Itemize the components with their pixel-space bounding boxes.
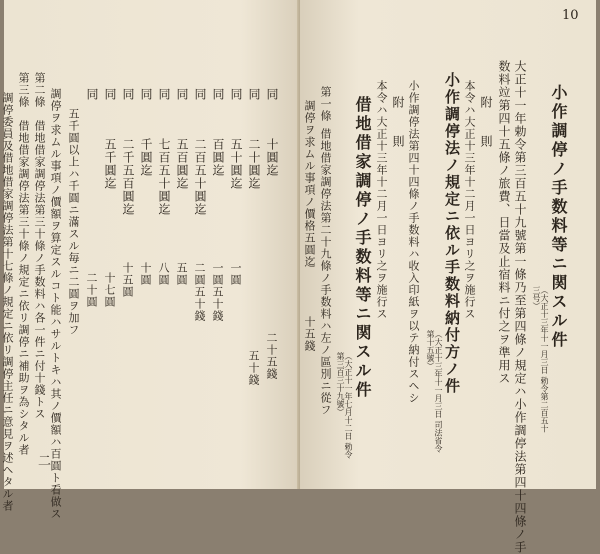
fee-row-label: 同 (157, 88, 171, 101)
claim-fee: 十五錢 (303, 316, 316, 352)
fee-row-label: 同 (211, 88, 225, 101)
section-title: 小作調停法ノ規定ニ依ル手数料納付方ノ件 (443, 72, 461, 395)
text-line: 小作調停法第四十四條ノ手数料ハ收入印紙ヲ以テ納付スヘシ (407, 80, 420, 404)
fee-row-label: 同 (85, 88, 99, 101)
fee-row-label: 同 (121, 88, 135, 101)
fee-row-fee: 一圓 (229, 262, 242, 286)
page-number: 10 (562, 8, 579, 23)
page-number: 二 (38, 454, 52, 469)
fee-row-amount: 二千五百圓迄 (121, 138, 135, 216)
fee-row-label: 同 (229, 88, 243, 101)
section-reference: （大正十三年十一月三日 勅令第二百五十三号） (532, 286, 549, 433)
right-page (300, 0, 596, 554)
article-3: 第三條 借地借家調停法第三十條ノ規定ニ依リ調停ニ補助ヲ為シタル者 (17, 72, 30, 456)
excess-fee-line: 五千圓以上ハ千圓ニ滿スル毎ニ二圓ヲ加フ (67, 108, 80, 336)
fee-row-fee: 二十圓 (85, 272, 98, 308)
section-title: 借地借家調停ノ手数料等ニ関スル件 (353, 96, 372, 400)
fusoku-label: 附 則 (479, 96, 493, 148)
text-line: 本令ハ大正十三年十二月一日ヨリ之ヲ施行ス (463, 80, 476, 320)
fee-row-amount: 五千圓迄 (103, 138, 117, 190)
fee-row-fee: 十圓 (139, 262, 152, 286)
fee-row-fee: 二十五錢 (265, 332, 278, 380)
fee-row-fee: 二圓五十錢 (193, 262, 206, 322)
fee-row-amount: 七百五十圓迄 (157, 138, 171, 216)
fee-row-amount: 百圓迄 (211, 138, 225, 177)
section-title: 小作調停ノ手数料等ニ関スル件 (549, 84, 568, 350)
text-line: 調停委員及借地借家調停法第十七條ノ規定ニ依リ調停主任ニ意見ヲ述ヘタル者 (1, 80, 14, 512)
open-book (1, 0, 596, 554)
fee-row-amount: 五十圓迄 (229, 138, 243, 190)
fee-row-fee: 一圓五十錢 (211, 262, 224, 322)
fee-row-label: 同 (247, 88, 261, 101)
left-page (1, 0, 300, 520)
text-line: 本令ハ大正十三年十二月一日ヨリ之ヲ施行ス (375, 80, 388, 320)
fee-row-amount: 二十圓迄 (247, 138, 261, 190)
fee-row-label: 同 (193, 88, 207, 101)
fee-row-label: 同 (265, 88, 279, 101)
fusoku-label: 附 則 (391, 96, 405, 148)
article-1: 借地借家調停法第二十九條ノ手数料ハ左ノ區別ニ從フ (319, 128, 332, 416)
fee-row-fee: 十七圓 (103, 272, 116, 308)
fee-row-amount: 五百圓迄 (175, 138, 189, 190)
fee-row-label: 同 (139, 88, 153, 101)
text-line: 調停ヲ求ムル事項ノ價額ヲ算定スルコト能ハサルトキハ其ノ價額ハ百圓ト看做ス (49, 88, 62, 520)
text-line: 数料竝第四十五條ノ旅費、日當及止宿料ニ付之ヲ準用ス (497, 60, 511, 385)
fee-row-label: 同 (175, 88, 189, 101)
fee-row-fee: 五十錢 (247, 350, 260, 386)
fee-row-fee: 五圓 (175, 262, 188, 286)
fee-row-label: 同 (103, 88, 117, 101)
article-label: 第一條 (319, 86, 332, 122)
section-reference: （大正十一年七月十二日 勅令第三百三十九號） (336, 352, 353, 459)
fee-row-fee: 十五圓 (121, 262, 134, 298)
claim-label: 調停ヲ求ムル事項ノ價格五圓迄 (303, 100, 316, 268)
article-2: 第二條 借地借家調停法第三十條ノ手数料ハ各一件ニ付十錢トス (33, 72, 46, 420)
fee-row-amount: 千圓迄 (139, 138, 153, 177)
text-line: 大正十一年勅令第三百五十九號第一條乃至第四條ノ規定ハ小作調停法第四十四條ノ手 (513, 60, 527, 554)
fee-row-amount: 二百五十圓迄 (193, 138, 207, 216)
fee-row-amount: 十圓迄 (265, 138, 279, 177)
section-reference: （大正十三年十一月三日 司法省令第十五號） (426, 330, 443, 453)
fee-row-fee: 八圓 (157, 262, 170, 286)
